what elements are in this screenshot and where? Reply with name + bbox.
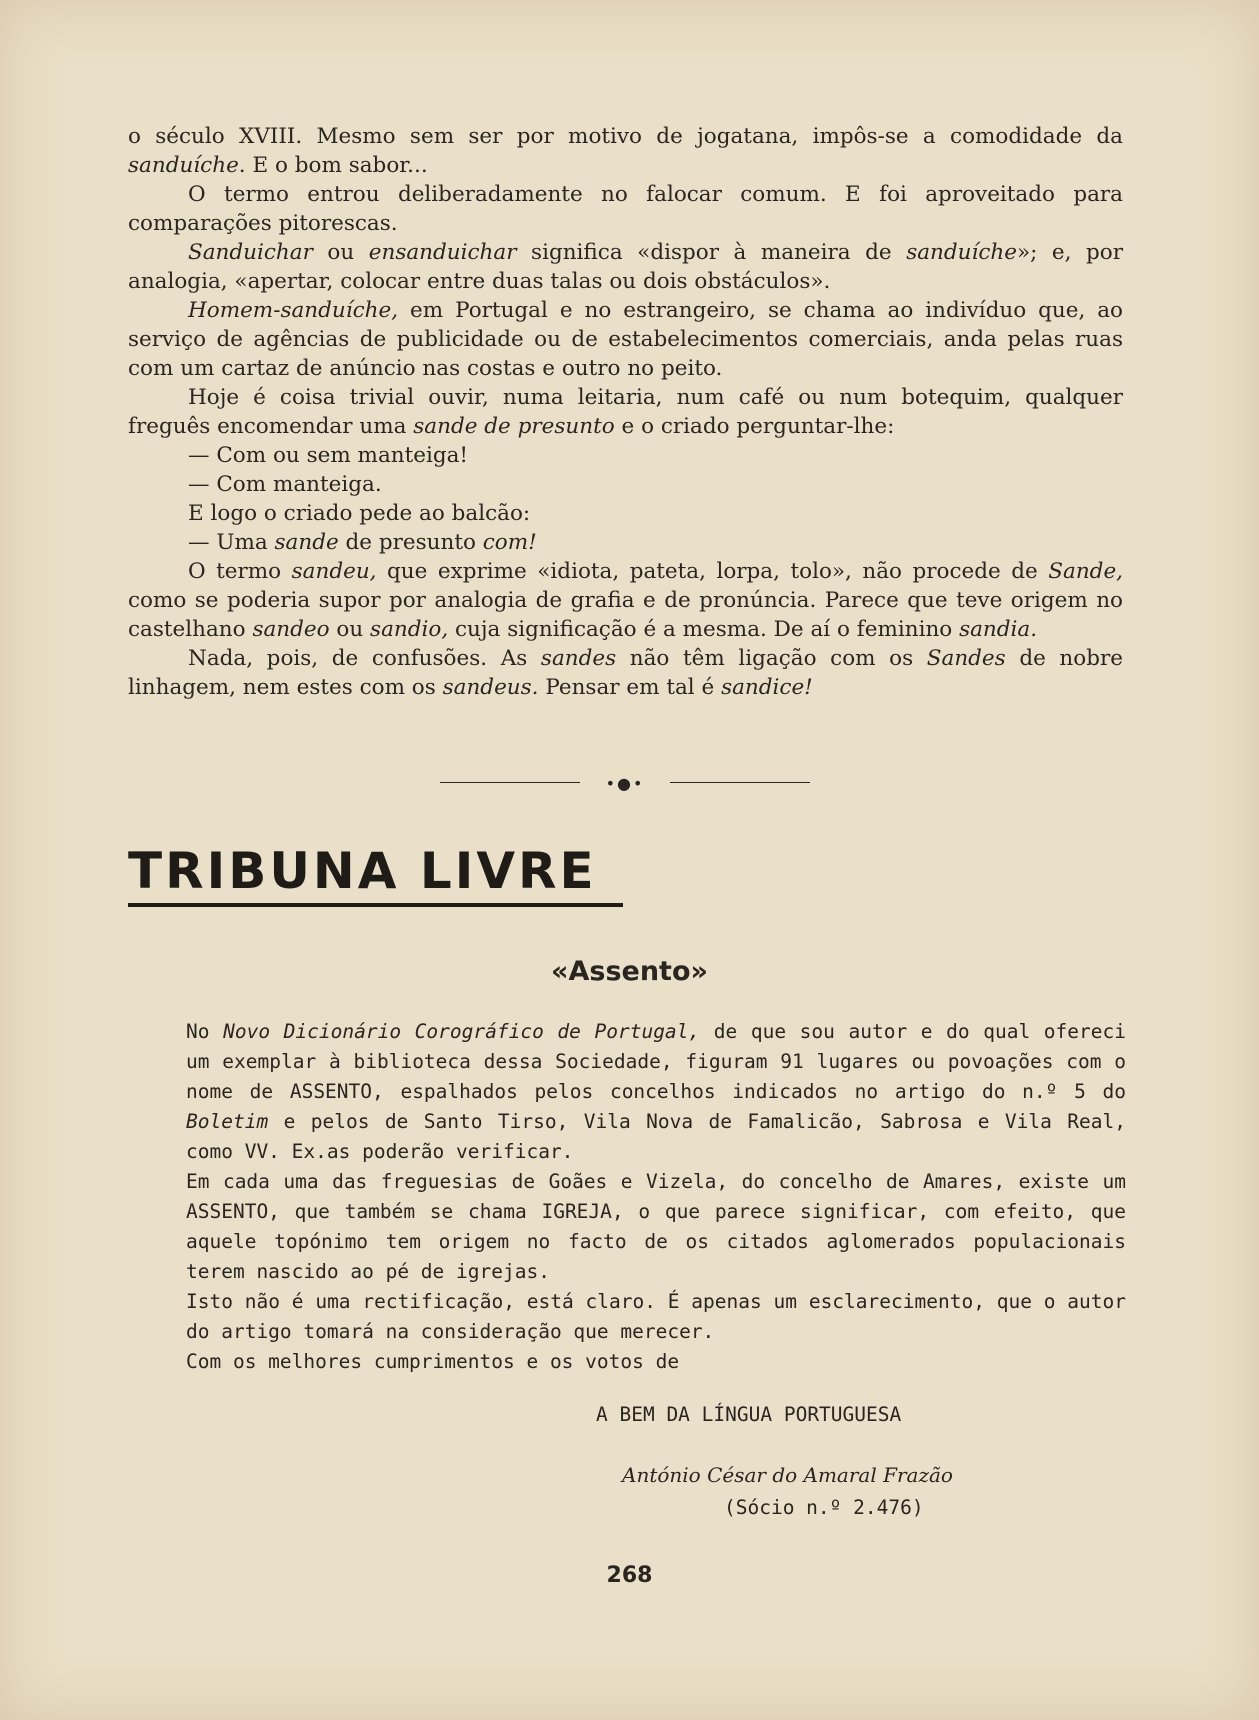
- italic-text: sanduíche: [906, 240, 1017, 265]
- paragraph: [128, 528, 1123, 557]
- letter-signature: António César do Amaral Frazão: [622, 1463, 953, 1487]
- paragraph: [128, 383, 1123, 441]
- text-run: . E o bom sabor...: [238, 153, 428, 178]
- italic-text: sandeo: [252, 617, 330, 642]
- page-number: 268: [606, 1563, 653, 1588]
- text-run: de presunto: [338, 530, 483, 555]
- text-run: não têm ligação com os: [616, 646, 927, 671]
- paragraph: [128, 557, 1123, 644]
- italic-text: Sandes: [926, 646, 1006, 671]
- divider-rule-right: [670, 782, 810, 783]
- section-divider-ornament: [440, 773, 810, 793]
- text-run: Pensar em tal é: [538, 675, 722, 700]
- italic-text: Sanduichar: [188, 240, 313, 265]
- text-run: — Uma: [188, 530, 275, 555]
- article-body: [128, 122, 1123, 702]
- paragraph: [128, 644, 1123, 702]
- text-run: E logo o criado pede ao balcão:: [188, 501, 531, 526]
- text-run: cuja significação é a mesma. De aí o feminino: [448, 617, 960, 642]
- italic-text: sandice!: [721, 675, 813, 700]
- paragraph: [128, 441, 1123, 470]
- text-run: em Portugal e no estrangeiro, se chama ao indivíduo que, ao serviço de agências de publicidade ou de estabelecimentos comerciais, anda pelas ruas com um cartaz de anúncio nas costas e outro no peito.: [128, 298, 1123, 381]
- italic-text: sandes: [540, 646, 617, 671]
- italic-text: Homem-sanduíche,: [188, 298, 399, 323]
- italic-text: sande de presunto: [413, 414, 615, 439]
- text-run: Isto não é uma rectificação, está claro. É apenas um esclarecimento, que o autor do artigo tomará na consideração que merecer.: [186, 1290, 1126, 1343]
- italic-text: sanduíche: [128, 153, 239, 178]
- paragraph: [186, 1167, 1126, 1287]
- letter-body: [186, 1017, 1126, 1377]
- italic-text: sandio,: [370, 617, 449, 642]
- text-run: o século XVIII. Mesmo sem ser por motivo de jogatana, impôs-se a comodidade da: [128, 124, 1123, 149]
- text-run: — Com manteiga.: [188, 472, 382, 497]
- text-run: — Com ou sem manteiga!: [188, 443, 469, 468]
- text-run: ou: [329, 617, 371, 642]
- italic-text: sandia.: [959, 617, 1038, 642]
- divider-dots: •●•: [605, 774, 645, 793]
- text-run: como se poderia supor por analogia de grafia e de pronúncia. Parece que teve origem no castelhano: [128, 588, 1123, 642]
- text-run: Com os melhores cumprimentos e os votos de: [186, 1350, 680, 1373]
- text-run: »; e, por analogia, «apertar, colocar entre duas talas ou dois obstáculos».: [128, 240, 1123, 294]
- text-run: O termo: [188, 559, 292, 584]
- section-title-underline: [128, 903, 623, 907]
- text-run: e pelos de Santo Tirso, Vila Nova de Famalicão, Sabrosa e Vila Real, como VV. Ex.as poderão verificar.: [186, 1110, 1126, 1163]
- paragraph: [186, 1017, 1126, 1167]
- italic-text: Novo Dicionário Corográfico de Portugal,: [223, 1020, 701, 1043]
- member-number: (Sócio n.º 2.476): [724, 1496, 924, 1519]
- text-run: O termo entrou deliberadamente no falocar comum. E foi aproveitado para comparações pitorescas.: [128, 182, 1123, 236]
- paragraph: [128, 296, 1123, 383]
- italic-text: sandeu,: [291, 559, 377, 584]
- paragraph: [186, 1287, 1126, 1347]
- letter-subtitle: «Assento»: [551, 956, 708, 987]
- paragraph: [128, 238, 1123, 296]
- text-run: Em cada uma das freguesias de Goães e Vizela, do concelho de Amares, existe um ASSENTO, que também se chama IGREJA, o que parece significar, com efeito, que aquele topónimo tem origem no facto de os citados aglomerados populacionais terem nascido ao pé de igrejas.: [186, 1170, 1126, 1283]
- paragraph: [128, 180, 1123, 238]
- text-run: ou: [312, 240, 369, 265]
- section-title: TRIBUNA LIVRE: [128, 842, 597, 900]
- paragraph: [128, 470, 1123, 499]
- paragraph: [128, 499, 1123, 528]
- italic-text: Boletim: [186, 1110, 269, 1133]
- text-run: de nobre linhagem, nem estes com os: [128, 646, 1123, 700]
- italic-text: sandeus.: [442, 675, 539, 700]
- text-run: que exprime «idiota, pateta, lorpa, tolo», não procede de: [376, 559, 1049, 584]
- paragraph: [128, 122, 1123, 180]
- divider-rule-left: [440, 782, 580, 783]
- text-run: significa «dispor à maneira de: [516, 240, 907, 265]
- italic-text: com!: [482, 530, 537, 555]
- paragraph: [186, 1347, 1126, 1377]
- text-run: Hoje é coisa trivial ouvir, numa leitaria, num café ou num botequim, qualquer freguês encomendar uma: [128, 385, 1123, 439]
- text-run: e o criado perguntar-lhe:: [614, 414, 895, 439]
- italic-text: ensanduichar: [368, 240, 517, 265]
- text-run: No: [186, 1020, 224, 1043]
- letter-signoff: A BEM DA LÍNGUA PORTUGUESA: [596, 1403, 902, 1426]
- text-run: de que sou autor e do qual ofereci um exemplar à biblioteca dessa Sociedade, figuram 91 lugares ou povoações com o nome de ASSENTO, espalhados pelos concelhos indicados no artigo do n.º 5 do: [186, 1020, 1126, 1103]
- italic-text: sande: [274, 530, 339, 555]
- text-run: Nada, pois, de confusões. As: [188, 646, 541, 671]
- italic-text: Sande,: [1048, 559, 1123, 584]
